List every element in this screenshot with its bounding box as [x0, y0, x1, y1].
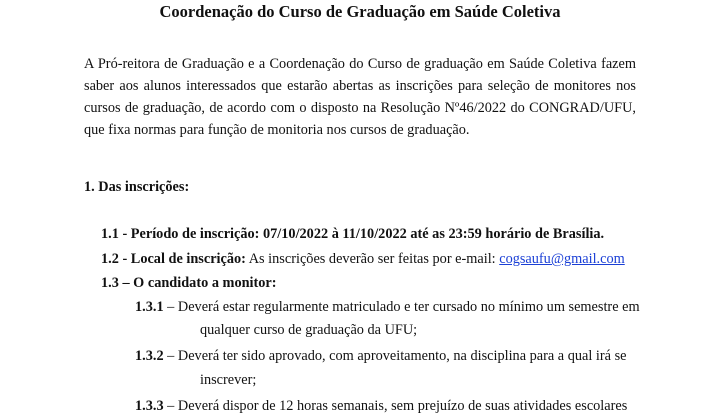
- item-text: – Deverá estar regularmente matriculado e ter cursado no mínimo um semestre em: [163, 299, 640, 315]
- item-local-inscricao: [101, 249, 625, 269]
- item-text: – Deverá dispor de 12 horas semanais, sem prejuízo de suas atividades escolares: [163, 398, 628, 414]
- item-1-3-1: [135, 297, 640, 317]
- item-candidato-heading: 1.3 – O candidato a monitor:: [101, 275, 277, 291]
- item-text: – Deverá ter sido aprovado, com aproveitamento, na disciplina para a qual irá se: [163, 348, 627, 364]
- item-number: 1.3.3: [135, 398, 164, 414]
- item-text: As inscrições deverão ser feitas por e-mail:: [245, 251, 500, 267]
- item-periodo-inscricao: 1.1 - Período de inscrição: 07/10/2022 à 11/10/2022 até as 23:59 horário de Brasília.: [101, 226, 605, 242]
- intro-paragraph: A Pró-reitora de Graduação e a Coordenação do Curso de graduação em Saúde Coletiva fazem saber aos alunos interessados que estarão abertas as inscrições para seleção de monitores nos cursos de graduação, de acordo com o disposto na Resolução Nº46/2022 do CONGRAD/UFU, que fixa normas para função de monitoria nos cursos de graduação.: [84, 56, 636, 138]
- item-1-3-2: [135, 346, 626, 366]
- item-number: 1.3.1: [135, 299, 164, 315]
- item-1-3-1-continuation: qualquer curso de graduação da UFU;: [200, 322, 418, 338]
- item-label: 1.2 - Local de inscrição:: [101, 251, 246, 267]
- item-1-3-2-continuation: inscrever;: [200, 372, 257, 388]
- page-title: Coordenação do Curso de Graduação em Saúde Coletiva: [159, 2, 561, 21]
- item-number: 1.3.2: [135, 348, 164, 364]
- section-heading-inscricoes: 1. Das inscrições:: [84, 179, 190, 195]
- email-link[interactable]: cogsaufu@gmail.com: [499, 251, 625, 267]
- item-1-3-3: [135, 396, 627, 416]
